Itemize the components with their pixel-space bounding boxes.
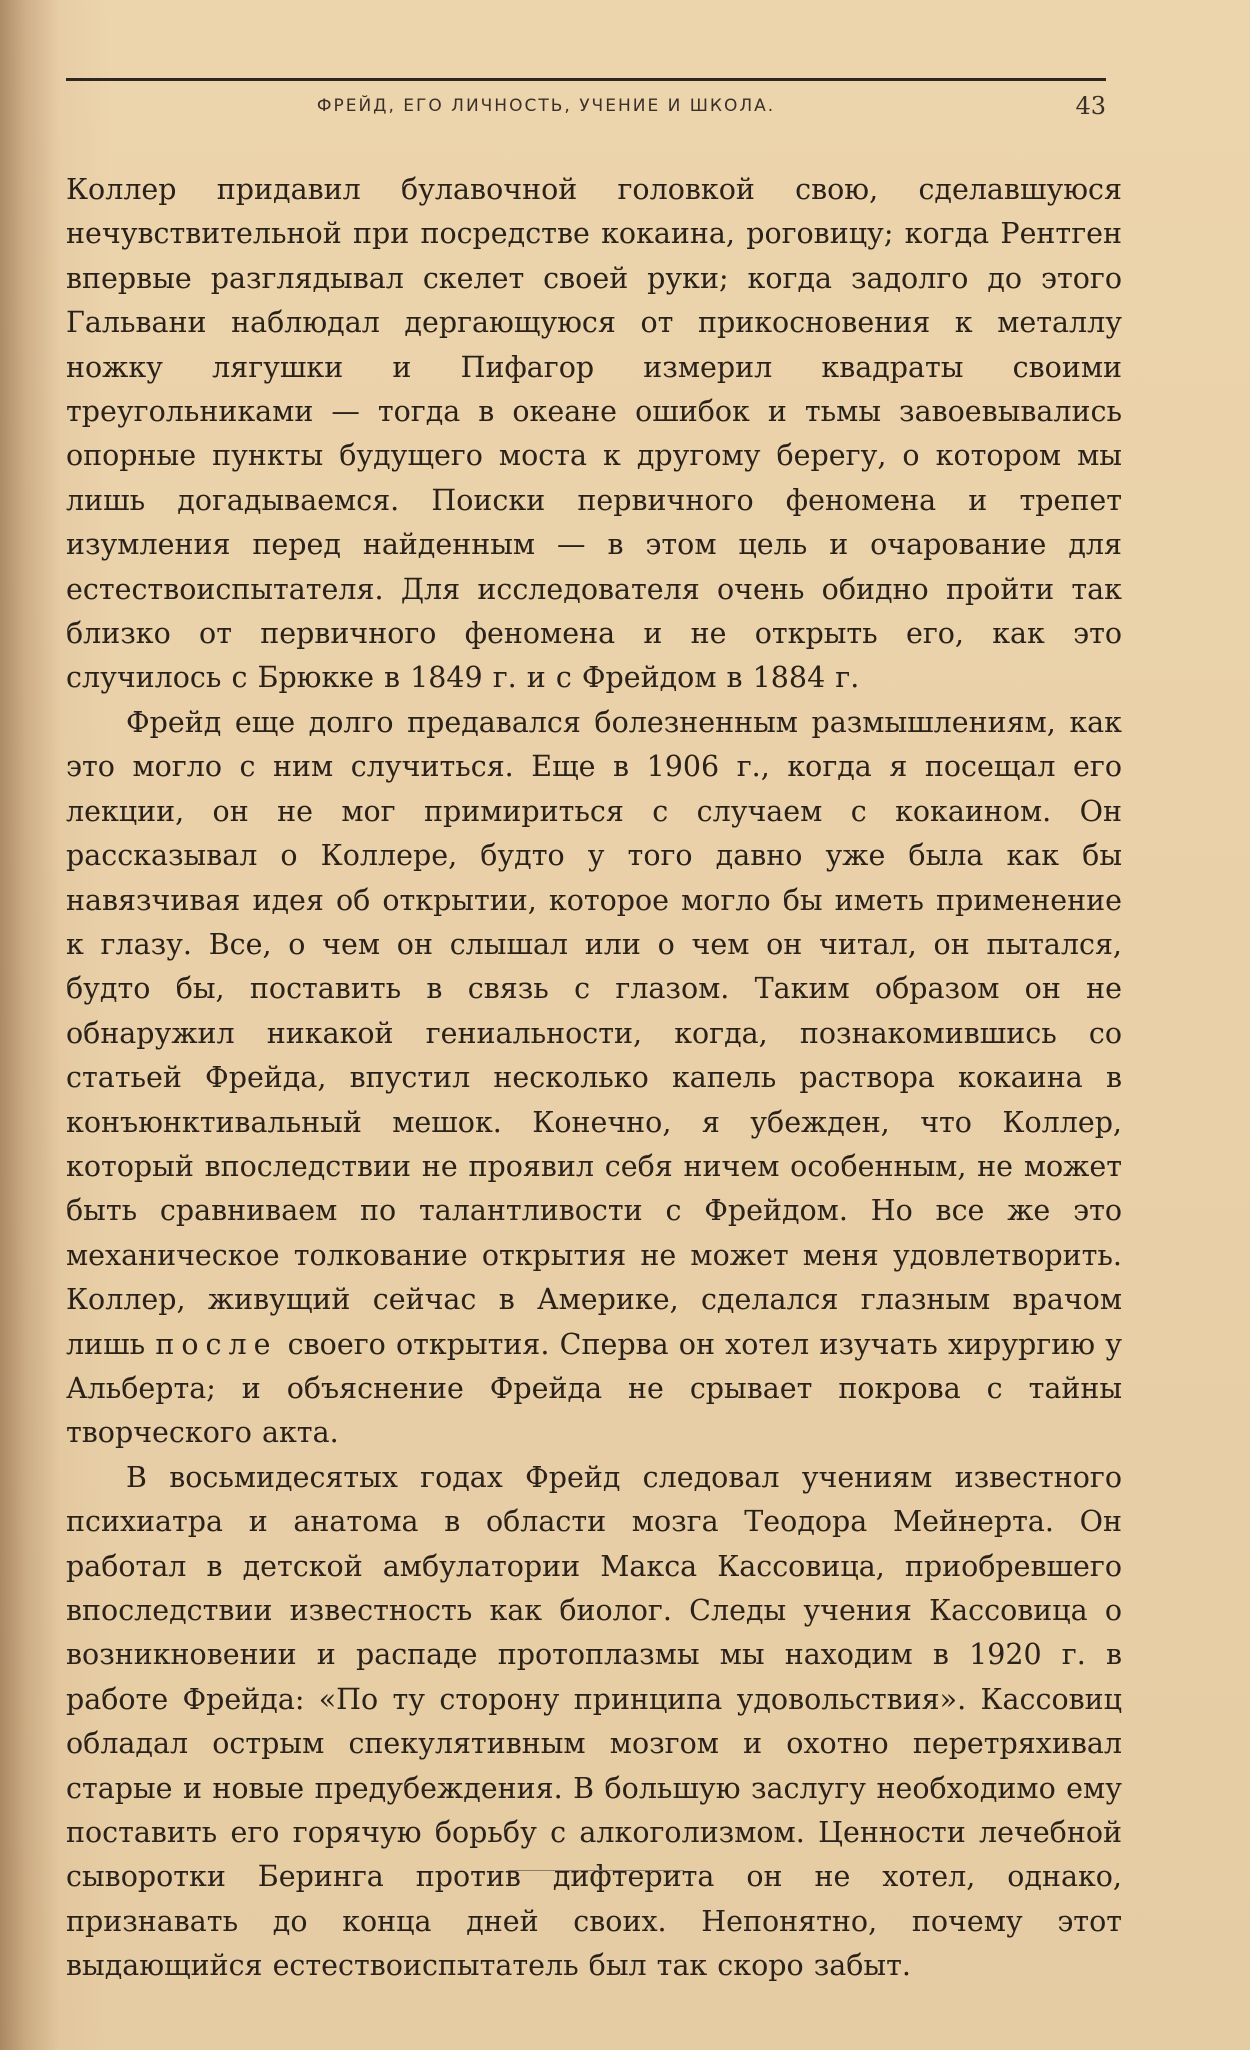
page-number: 43 <box>1075 92 1106 120</box>
running-title: ФРЕЙД, ЕГО ЛИЧНОСТЬ, УЧЕНИЕ И ШКОЛА. <box>316 96 776 116</box>
paragraph-2 <box>66 701 1122 1456</box>
paragraph-3: В восьмидесятых годах Фрейд следовал учениям известного психиатра и анатома в области мозга Теодора Мейнерта. Он работал в детской амбулатории Макса Кассовица, приобревшего впоследствии известность как биолог. Следы учения Кассовица о возникновении и распаде протоплазмы мы находим в 1920 г. в работе Фрейда: «По ту сторону принципа удовольствия». Кассовиц обладал острым спекулятивным мозгом и охотно перетряхивал старые и новые предубеждения. В большую заслугу необходимо ему поставить его горячую борьбу с алкоголизмом. Ценности лечебной сыворотки Беринга против дифтерита он не хотел, однако, признавать до конца дней своих. Непонятно, почему этот выдающийся естествоиспытатель был так скоро забыт. <box>66 1460 1122 1983</box>
footer-rule <box>508 1870 684 1871</box>
running-head <box>66 92 1106 122</box>
paragraph-2-part-2: своего открытия. Сперва он хотел изучать хирургию у Альберта; и объяснение Фрейда не срывает покрова с тайны творческого акта. <box>66 1327 1123 1450</box>
header-rule <box>66 78 1106 81</box>
body-text <box>66 168 1122 1989</box>
paragraph-1: Коллер придавил булавочной головкой свою, сделавшуюся нечувствительной при посредстве кокаина, роговицу; когда Рентген впервые разглядывал скелет своей руки; когда задолго до этого Гальвани наблюдал дергающуюся от прикосновения к металлу ножку лягушки и Пифагор измерил квадраты своими треугольниками — тогда в океане ошибок и тьмы завоевывались опорные пункты будущего моста к другому берегу, о котором мы лишь догадываемся. Поиски первичного феномена и трепет изумления перед найденным — в этом цель и очарование для естествоиспытателя. Для исследователя очень обидно пройти так близко от первичного феномена и не открыть его, как это случилось с Брюкке в 1849 г. и с Фрейдом в 1884 г. <box>66 173 1122 695</box>
paragraph-2-part-1: Фрейд еще долго предавался болезненным размышлениям, как это могло с ним случиться. Еще в 1906 г., когда я посещал его лекции, он не мог примириться с случаем с кокаином. Он рассказывал о Коллере, будто у того давно уже была как бы навязчивая идея об открытии, которое могло бы иметь применение к глазу. Все, о чем он слышал или о чем он читал, он пытался, будто бы, поставить в связь с глазом. Таким образом он не обнаружил никакой гениальности, когда, познакомившись со статьей Фрейда, впустил несколько капель раствора кокаина в конъюнктивальный мешок. Конечно, я убежден, что Коллер, который впоследствии не проявил себя ничем особенным, не может быть сравниваем по талантливости с Фрейдом. Но все же это механическое толкование открытия не может меня удовлетворить. Коллер, живущий сейчас в Америке, сделался глазным врачом лишь <box>66 705 1122 1361</box>
spaced-emphasis-word: после <box>155 1327 278 1361</box>
